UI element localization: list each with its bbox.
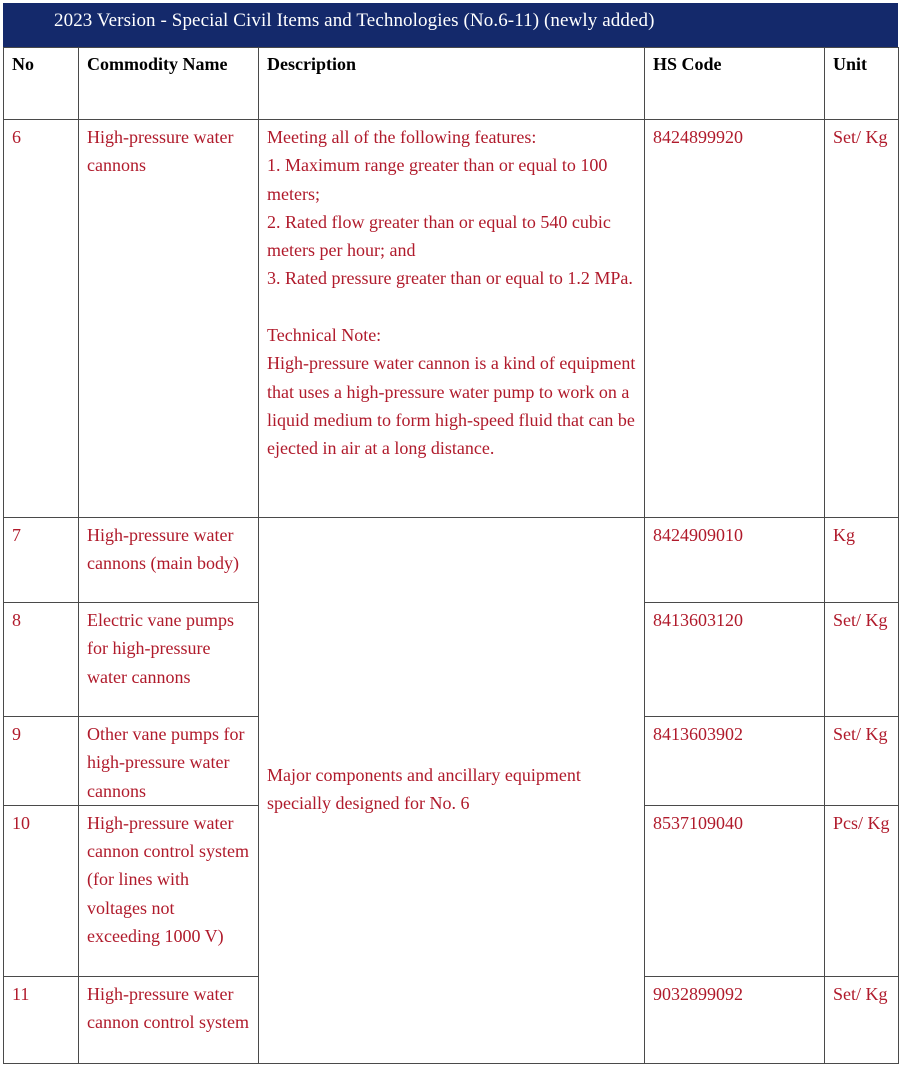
description-line: 2. Rated flow greater than or equal to 540 cubic meters per hour; and [267, 211, 616, 261]
row-unit: Set/ Kg [825, 603, 899, 717]
shared-description: Major components and ancillary equipment specially designed for No. 6 [259, 518, 645, 1064]
table-row [4, 518, 899, 603]
table-header-row [4, 48, 899, 120]
row-commodity: High-pressure water cannon control system (for lines with voltages not exceeding 1000 V) [79, 805, 259, 976]
row-hs-code: 8424899920 [645, 120, 825, 518]
row-unit: Set/ Kg [825, 976, 899, 1063]
row-no: 7 [4, 518, 79, 603]
row-hs-code: 8413603902 [645, 717, 825, 806]
technical-note-text: High-pressure water cannon is a kind of equipment that uses a high-pressure water pump to work on a liquid medium to form high-speed fluid that can be ejected in air at a long distance. [267, 353, 640, 459]
header-unit: Unit [825, 48, 899, 120]
technical-note-label: Technical Note: [267, 325, 382, 346]
row-unit: Set/ Kg [825, 717, 899, 806]
row-no: 6 [4, 120, 79, 518]
row-commodity: High-pressure water cannons [79, 120, 259, 518]
header-hs-code: HS Code [645, 48, 825, 120]
header-no: No [4, 48, 79, 120]
table-row [4, 120, 899, 518]
header-description: Description [259, 48, 645, 120]
row-commodity: Electric vane pumps for high-pressure water cannons [79, 603, 259, 717]
row-commodity: High-pressure water cannon control system [79, 976, 259, 1063]
row-unit: Pcs/ Kg [825, 805, 899, 976]
row-no: 8 [4, 603, 79, 717]
description-line: 3. Rated pressure greater than or equal to 1.2 MPa. [267, 268, 633, 289]
description-line: 1. Maximum range greater than or equal to 100 meters; [267, 155, 612, 204]
table-title: 2023 Version - Special Civil Items and Technologies (No.6-11) (newly added) [3, 3, 898, 47]
row-no: 11 [4, 976, 79, 1063]
row-description [259, 120, 645, 518]
row-no: 10 [4, 805, 79, 976]
row-unit: Kg [825, 518, 899, 603]
row-no: 9 [4, 717, 79, 806]
row-hs-code: 8413603120 [645, 603, 825, 717]
row-commodity: High-pressure water cannons (main body) [79, 518, 259, 603]
row-hs-code: 9032899092 [645, 976, 825, 1063]
row-hs-code: 8424909010 [645, 518, 825, 603]
row-hs-code: 8537109040 [645, 805, 825, 976]
description-line: Meeting all of the following features: [267, 127, 537, 147]
row-unit: Set/ Kg [825, 120, 899, 518]
description-blank-line [267, 293, 636, 321]
commodity-table [3, 47, 899, 1064]
row-commodity: Other vane pumps for high-pressure water cannons [79, 717, 259, 806]
header-commodity-name: Commodity Name [79, 48, 259, 120]
